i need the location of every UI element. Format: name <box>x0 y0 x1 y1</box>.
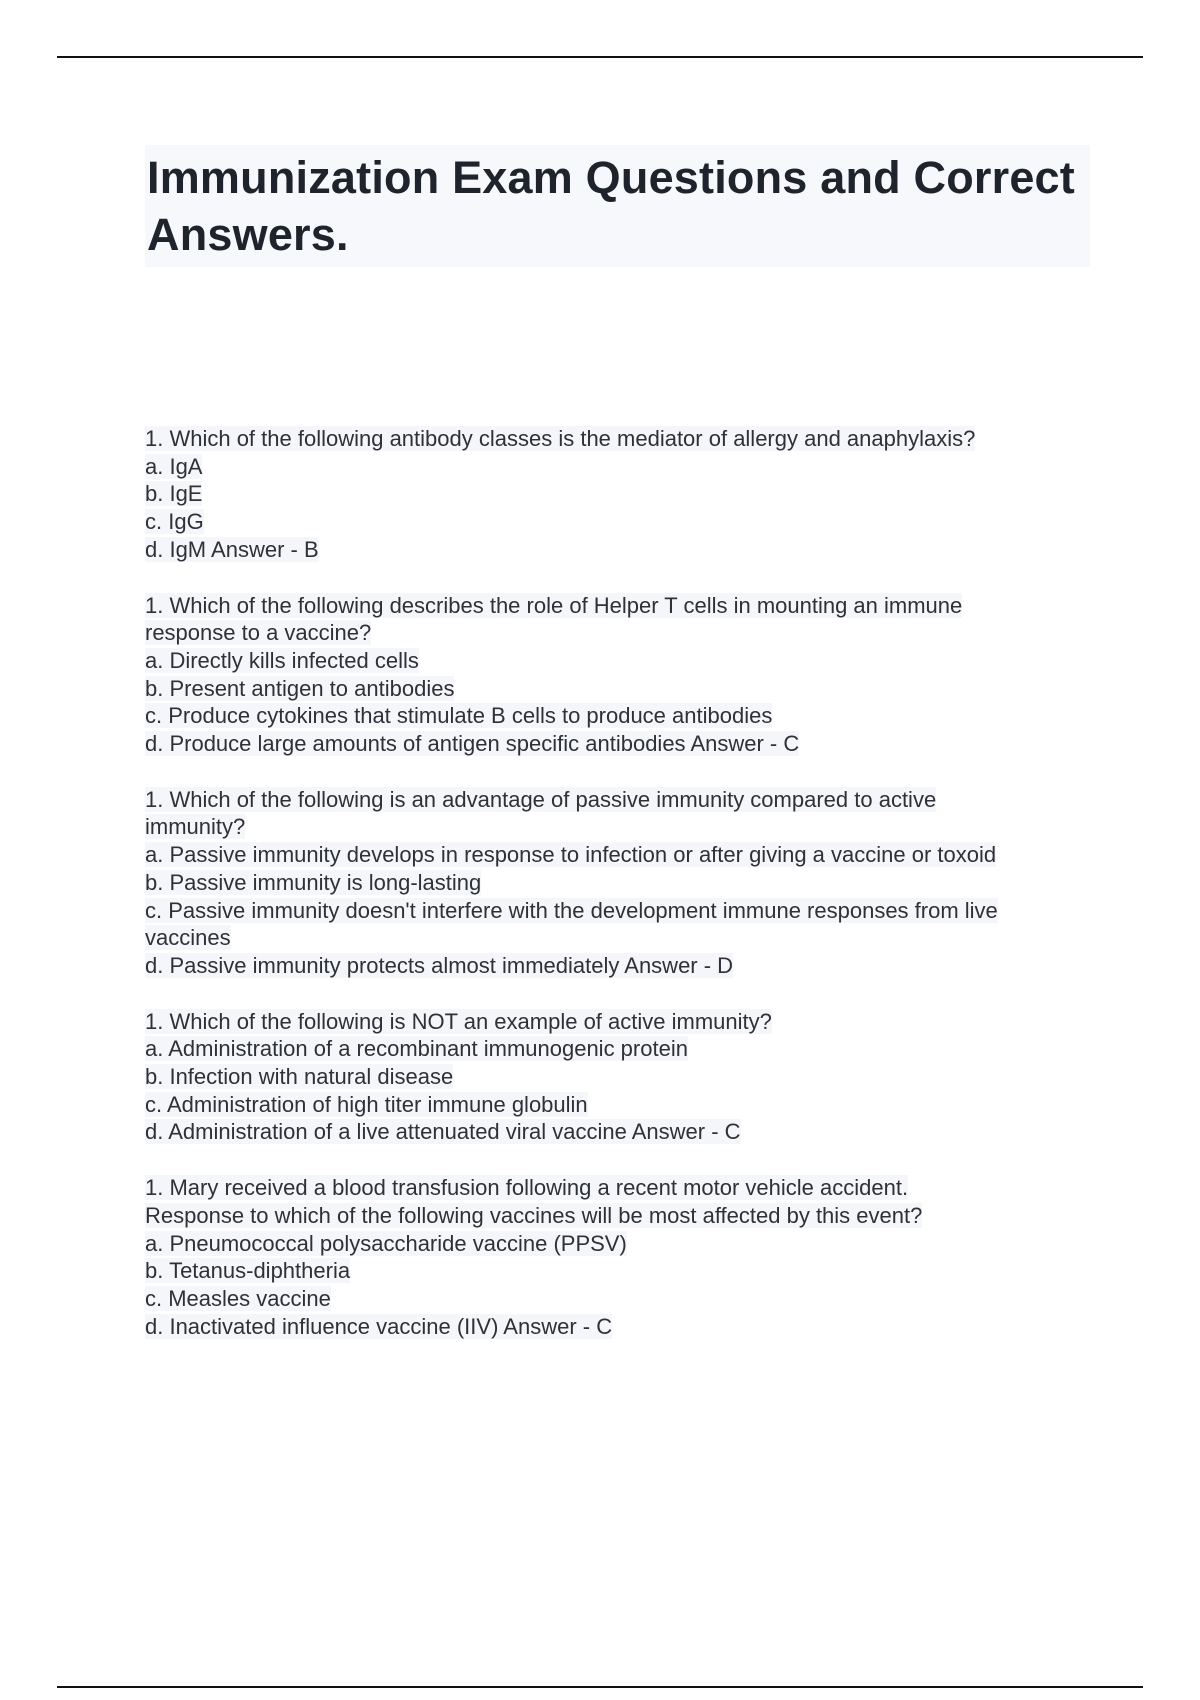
answer-option: a. Directly kills infected cells <box>145 647 419 673</box>
question-stem-line: Response to which of the following vaccines will be most affected by this event? <box>145 1202 923 1228</box>
answer-option: d. IgM Answer - B <box>145 536 319 562</box>
question-stem-line: immunity? <box>145 814 246 840</box>
answer-option: c. Administration of high titer immune globulin <box>145 1091 588 1117</box>
answer-option: b. Passive immunity is long-lasting <box>145 869 482 895</box>
answer-option: a. IgA <box>145 453 203 479</box>
answer-option: d. Inactivated influence vaccine (IIV) Answer - C <box>145 1313 613 1339</box>
question-2 <box>145 592 1105 758</box>
question-stem-line: response to a vaccine? <box>145 620 372 646</box>
question-stem-line: 1. Which of the following is NOT an example of active immunity? <box>145 1008 772 1034</box>
question-stem-line: 1. Which of the following is an advantage of passive immunity compared to active <box>145 786 937 812</box>
answer-option: a. Pneumococcal polysaccharide vaccine (PPSV) <box>145 1230 627 1256</box>
bottom-rule <box>57 1686 1143 1688</box>
answer-option-continuation: vaccines <box>145 925 231 951</box>
answer-option: b. Present antigen to antibodies <box>145 675 455 701</box>
answer-option: c. Passive immunity doesn't interfere with the development immune responses from live <box>145 897 998 923</box>
question-4 <box>145 1008 1105 1147</box>
answer-option: c. Produce cytokines that stimulate B cells to produce antibodies <box>145 703 773 729</box>
question-3 <box>145 786 1105 980</box>
answer-option: b. Infection with natural disease <box>145 1064 454 1090</box>
answer-option: b. IgE <box>145 481 203 507</box>
answer-option: a. Administration of a recombinant immunogenic protein <box>145 1036 688 1062</box>
question-stem-line: 1. Which of the following antibody classes is the mediator of allergy and anaphylaxis? <box>145 426 976 451</box>
questions-list <box>145 425 1105 1368</box>
title-block <box>145 145 1090 267</box>
answer-option: c. Measles vaccine <box>145 1285 331 1311</box>
answer-option: c. IgG <box>145 509 204 535</box>
answer-option: d. Produce large amounts of antigen specific antibodies Answer - C <box>145 731 800 757</box>
answer-option: d. Administration of a live attenuated viral vaccine Answer - C <box>145 1119 741 1145</box>
question-stem-line: 1. Which of the following describes the role of Helper T cells in mounting an immune <box>145 592 963 618</box>
answer-option: b. Tetanus-diphtheria <box>145 1258 351 1284</box>
answer-option: a. Passive immunity develops in response to infection or after giving a vaccine or toxoid <box>145 842 997 868</box>
top-rule <box>57 56 1143 58</box>
document-title: Immunization Exam Questions and Correct Answers. <box>147 152 1075 260</box>
answer-option: d. Passive immunity protects almost immediately Answer - D <box>145 952 734 978</box>
question-1 <box>145 425 1105 564</box>
question-stem-line: 1. Mary received a blood transfusion following a recent motor vehicle accident. <box>145 1175 909 1201</box>
question-5 <box>145 1174 1105 1340</box>
